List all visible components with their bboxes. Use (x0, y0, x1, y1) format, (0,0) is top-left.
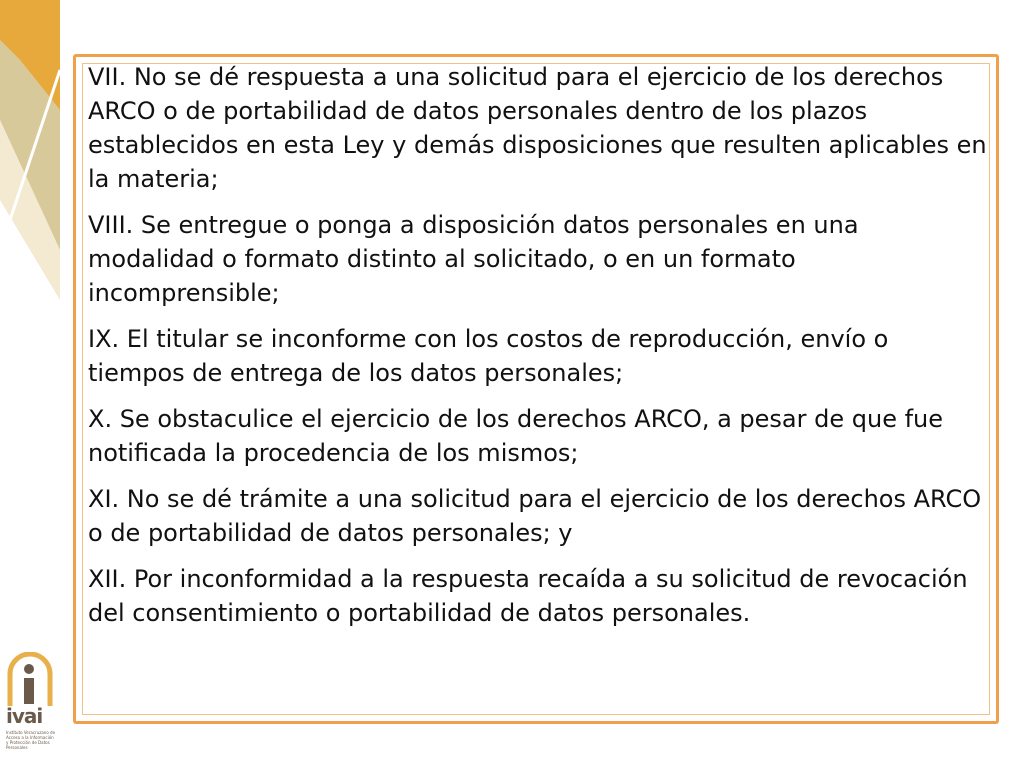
logo-tagline: Instituto Veracruzano de Acceso a la Información y Protección de Datos Personales (6, 730, 56, 750)
list-item-xi: XI. No se dé trámite a una solicitud para el ejercicio de los derechos ARCO o de portabilidad de datos personales; y (88, 485, 982, 547)
list-item-vii: VII. No se dé respuesta a una solicitud para el ejercicio de los derechos ARCO o de portabilidad de datos personales dentro de los plazos establecidos en esta Ley y demás disposiciones que resulten aplicables en la materia; (88, 63, 987, 193)
list-item-ix: IX. El titular se inconforme con los costos de reproducción, envío o tiempos de entrega de los datos personales; (88, 325, 889, 387)
list-item-viii: VIII. Se entregue o ponga a disposición datos personales en una modalidad o formato distinto al solicitado, o en un formato incomprensible; (88, 211, 859, 307)
logo-wordmark: ivai (6, 704, 43, 728)
list-item-xii: XII. Por inconformidad a la respuesta recaída a su solicitud de revocación del consentimiento o portabilidad de datos personales. (88, 565, 968, 627)
list-item-x: X. Se obstaculice el ejercicio de los derechos ARCO, a pesar de que fue notificada la procedencia de los mismos; (88, 405, 944, 467)
logo-mark (4, 652, 56, 708)
slide-content (88, 60, 988, 642)
